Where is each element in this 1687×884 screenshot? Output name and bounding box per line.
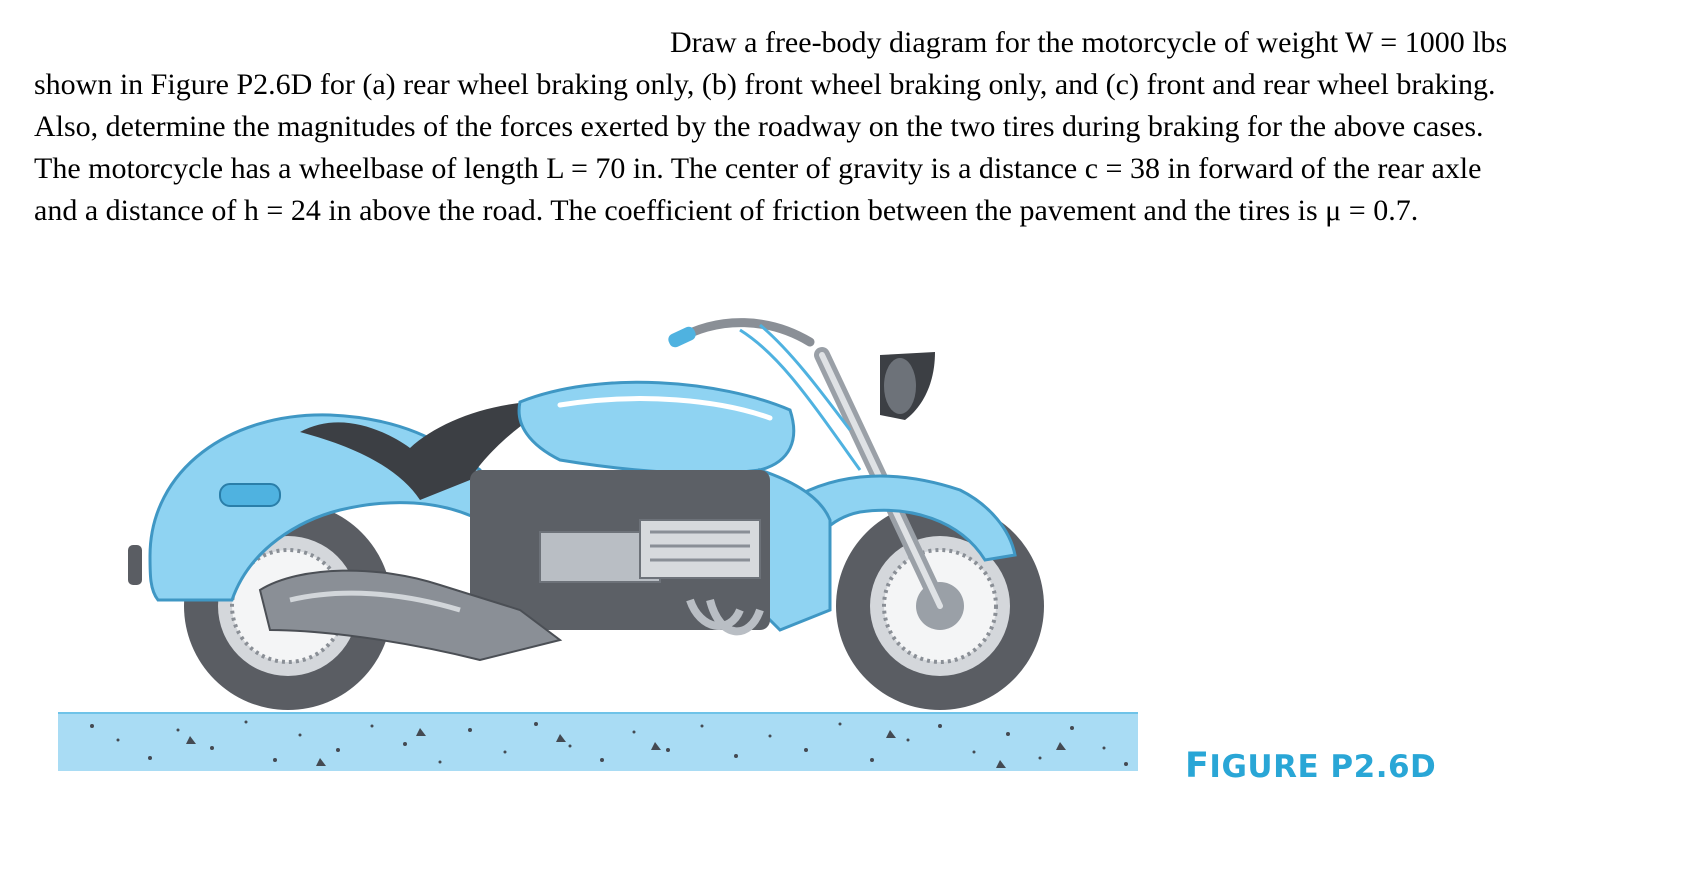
problem-line-4: The motorcycle has a wheelbase of length L = 70 in. The center of gravity is a distance c = 38 in forward of the rear axle bbox=[34, 152, 1482, 185]
problem-line-2: shown in Figure P2.6D for (a) rear wheel braking only, (b) front wheel braking only, and (c) front and rear wheel braking. bbox=[34, 68, 1496, 101]
roadway bbox=[58, 713, 1138, 771]
headlight bbox=[880, 352, 935, 420]
figure-caption-initial: F bbox=[1185, 746, 1210, 786]
problem-line-5: and a distance of h = 24 in above the road. The coefficient of friction between the pavement and the tires is μ = 0.7. bbox=[34, 194, 1419, 227]
problem-line-1: Draw a free-body diagram for the motorcycle of weight W = 1000 lbs bbox=[670, 26, 1508, 59]
figure-caption bbox=[1185, 746, 1436, 786]
figure-caption-rest: IGURE P2.6D bbox=[1209, 749, 1437, 785]
problem-line-3: Also, determine the magnitudes of the forces exerted by the roadway on the two tires during braking for the above cases. bbox=[34, 110, 1484, 143]
